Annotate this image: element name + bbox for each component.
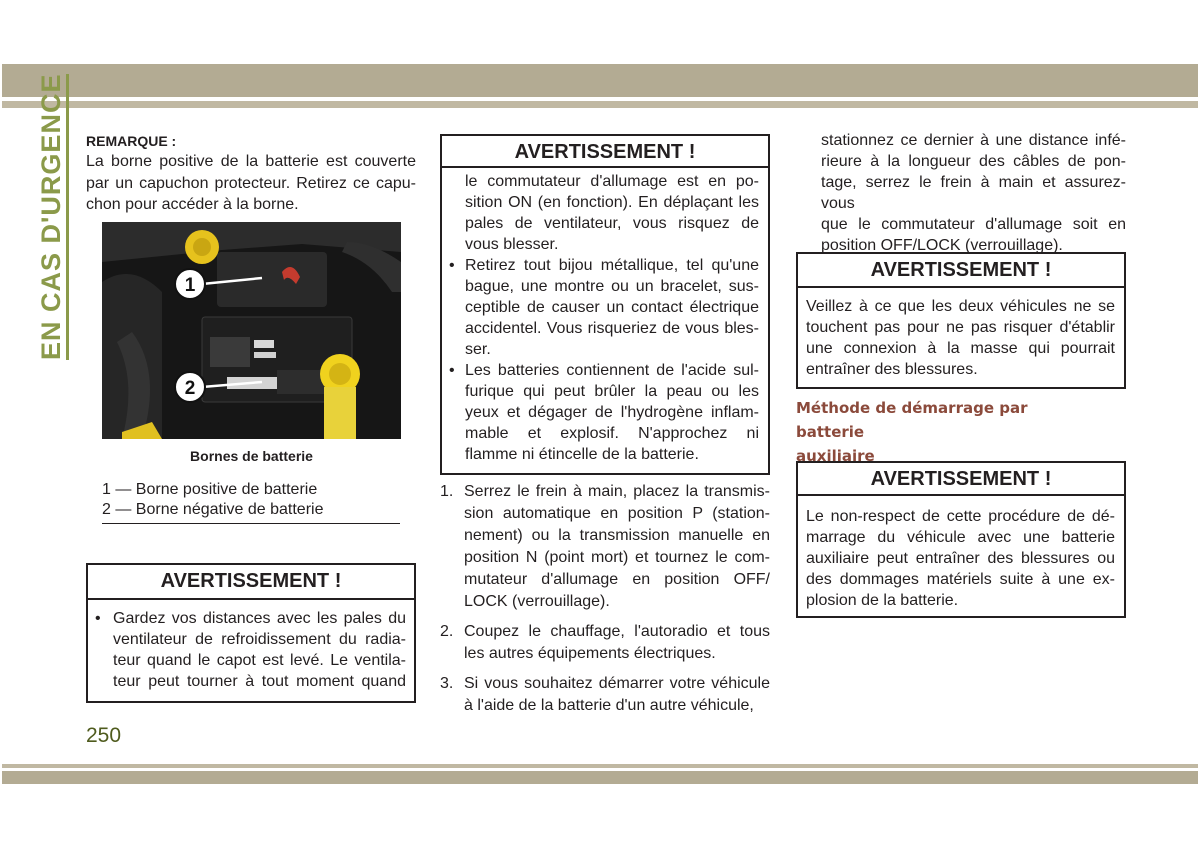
heading-line: Méthode de démarrage par batterie	[796, 399, 1028, 441]
warning-line: marrage du véhicule avec une batterie	[806, 529, 1115, 546]
section-title: EN CAS D'URGENCE	[36, 130, 67, 360]
warning-line: touchent pas pour ne pas risquer d'établir	[806, 319, 1115, 336]
step-3	[440, 673, 770, 717]
warning-title: AVERTISSEMENT !	[798, 254, 1124, 288]
warning-line: accidentel. Vous risqueriez de vous bles-	[465, 320, 759, 337]
legend-rule	[102, 523, 400, 524]
warning-bullet	[449, 255, 759, 360]
remarque-line: par un capuchon protecteur. Retirez ce capu-	[86, 174, 416, 192]
warning-line: furique qui peut brûler la peau ou les	[465, 383, 759, 400]
step-line: tage, serrez le frein à main et assurez-vous	[821, 174, 1126, 212]
warning-line: ventilateur de refroidissement du radia-	[113, 631, 406, 648]
step-line: stationnez ce dernier à une distance infé-	[821, 132, 1126, 149]
warning-line: sition ON (en fonction). En déplaçant les	[465, 194, 759, 211]
warning-line: auxiliaire peut entraîner des blessures ou	[806, 550, 1115, 567]
warning-box-right-2	[796, 461, 1126, 618]
bullet-dot: •	[449, 257, 455, 274]
header-rule	[2, 101, 1198, 108]
warning-line: teur quand le capot est levé. Le ventila-	[113, 652, 406, 669]
step-line: que le commutateur d'allumage soit en	[821, 216, 1126, 233]
bullet-dot: •	[95, 610, 101, 627]
step-2	[440, 621, 770, 665]
warning-line: le commutateur d'allumage est en po-	[465, 173, 759, 190]
step-line: les autres équipements électriques.	[464, 645, 716, 662]
step-1	[440, 481, 770, 613]
warning-line: Le non-respect de cette procédure de dé-	[806, 508, 1115, 525]
warning-line: mable et explosif. N'approchez ni	[465, 425, 759, 442]
warning-title: AVERTISSEMENT !	[442, 136, 768, 168]
warning-line: plosion de la batterie.	[806, 592, 959, 609]
step-line: Coupez le chauffage, l'autoradio et tous	[464, 623, 770, 640]
warning-line: bague, une montre ou un bracelet, sus-	[465, 278, 759, 295]
warning-body	[449, 171, 759, 465]
bullet-dot: •	[449, 362, 455, 379]
warning-line: yeux et dégager de l'hydrogène inflam-	[465, 404, 759, 421]
warning-title: AVERTISSEMENT !	[798, 463, 1124, 496]
page-number: 250	[86, 724, 122, 747]
remarque-text	[86, 151, 416, 216]
footer-band	[2, 771, 1198, 784]
warning-line: Veillez à ce que les deux véhicules ne se	[806, 298, 1115, 315]
step-line: sion automatique en position P (station-	[464, 505, 770, 522]
warning-line: ceptible de causer un contact électrique	[465, 299, 759, 316]
warning-title: AVERTISSEMENT !	[88, 565, 414, 600]
legend-item: 2 — Borne négative de batterie	[102, 501, 324, 518]
warning-line: Gardez vos distances avec les pales du	[113, 610, 406, 627]
step-line: Serrez le frein à main, placez la transmis-	[464, 483, 770, 500]
warning-line: entraîner des blessures.	[806, 361, 978, 378]
battery-photo	[102, 222, 401, 439]
warning-line: vous blesser.	[465, 236, 559, 253]
step-line: position N (point mort) et tournez le com-	[464, 549, 770, 566]
remarque-line: La borne positive de la batterie est couverte	[86, 153, 416, 170]
warning-line: une connexion à la masse qui pourrait	[806, 340, 1115, 357]
warning-line: Les batteries contiennent de l'acide sul-	[465, 362, 759, 379]
footer-rule	[2, 764, 1198, 768]
figure-legend	[102, 480, 400, 520]
warning-body	[806, 506, 1115, 611]
step-number: 3.	[440, 675, 454, 692]
warning-box-middle	[440, 134, 770, 475]
warning-line: Retirez tout bijou métallique, tel qu'une	[465, 257, 759, 274]
warning-body	[95, 608, 406, 692]
step-number: 2.	[440, 623, 454, 640]
callout-2: 2	[184, 378, 196, 399]
heading-line: auxiliaire	[796, 447, 875, 465]
step-line: rieure à la longueur des câbles de pon-	[821, 153, 1126, 170]
step-line: à l'aide de la batterie d'un autre véhicule,	[464, 697, 754, 714]
header-band	[2, 64, 1198, 97]
warning-line: teur peut tourner à tout moment quand	[113, 673, 406, 690]
warning-bullet	[95, 608, 406, 692]
warning-line: pales de ventilateur, vous risquez de	[465, 215, 759, 232]
method-heading	[796, 396, 1096, 468]
warning-box-right-1	[796, 252, 1126, 389]
remarque-line: chon pour accéder à la borne.	[86, 196, 299, 213]
step-line: Si vous souhaitez démarrer votre véhicule	[464, 675, 770, 692]
remarque-label: REMARQUE :	[86, 133, 177, 149]
step-number: 1.	[440, 483, 454, 500]
legend-item: 1 — Borne positive de batterie	[102, 481, 318, 498]
callout-1: 1	[184, 275, 196, 296]
step-line: LOCK (verrouillage).	[464, 593, 610, 610]
warning-box-left	[86, 563, 416, 703]
warning-line: des dommages matériels suite à une ex-	[806, 571, 1115, 588]
warning-bullet	[449, 360, 759, 465]
step-line: position OFF/LOCK (verrouillage).	[821, 237, 1063, 254]
step-3-continued	[821, 130, 1126, 256]
warning-line: ser.	[465, 341, 491, 358]
figure-caption: Bornes de batterie	[190, 448, 313, 464]
warning-line: flamme ni étincelle de la batterie.	[465, 446, 699, 463]
step-line: mutateur d'allumage en position OFF/	[464, 571, 770, 588]
step-line: nement) ou la transmission manuelle en	[464, 527, 770, 544]
warning-body	[806, 296, 1115, 380]
